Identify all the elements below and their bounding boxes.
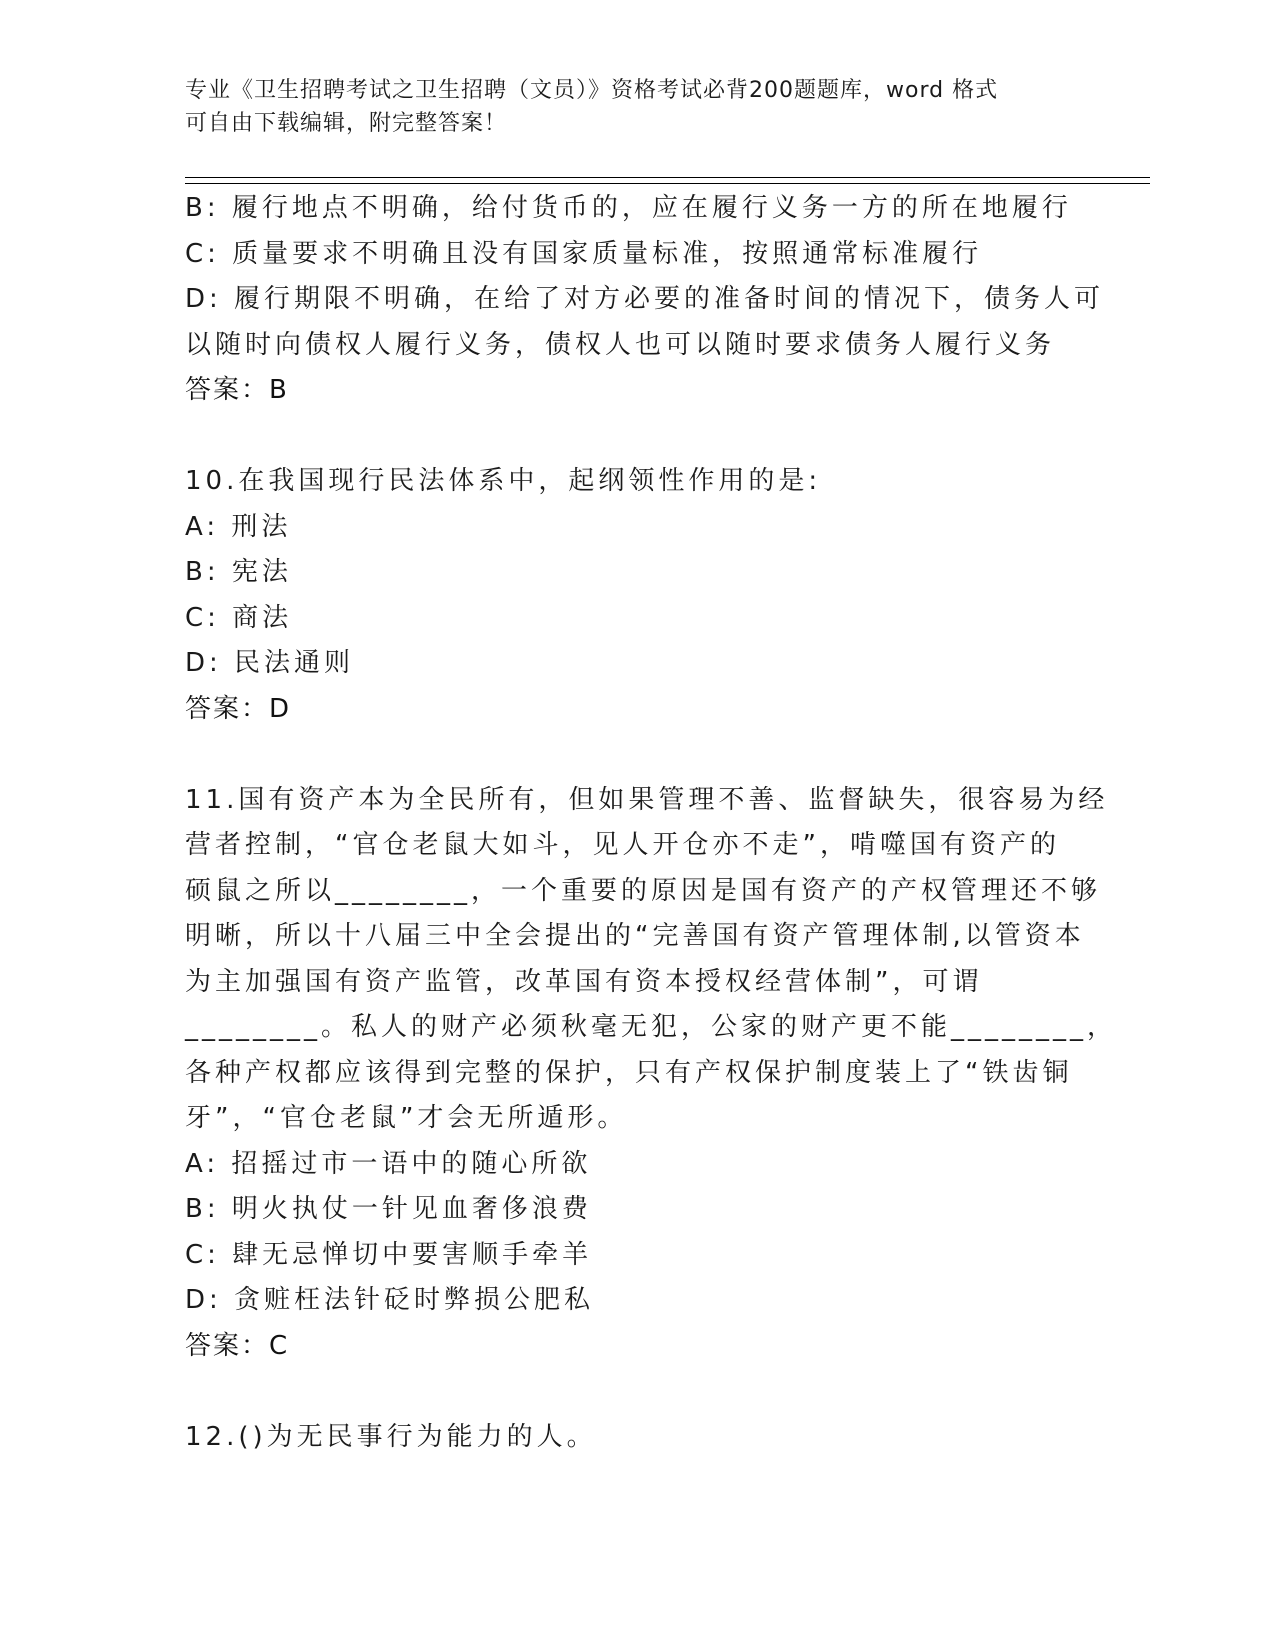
question-stem-line: 硕鼠之所以________，一个重要的原因是国有资产的产权管理还不够 xyxy=(185,875,1102,906)
question-stem-line: 明晰，所以十八届三中全会提出的“完善国有资产管理体制,以管资本 xyxy=(185,921,1085,951)
question-11 xyxy=(185,778,1118,1370)
header-divider-bottom xyxy=(185,183,1150,184)
option-d: D: 民法通则 xyxy=(185,648,355,678)
option-d-continued: 以随时向债权人履行义务，债权人也可以随时要求债务人履行义务 xyxy=(185,329,1056,360)
option-c: C: 质量要求不明确且没有国家质量标准，按照通常标准履行 xyxy=(185,238,983,269)
question-stem-line: ________。私人的财产必须秋毫无犯，公家的财产更不能________， xyxy=(185,1012,1118,1042)
option-b: B: 明火执仗一针见血奢侈浪费 xyxy=(185,1194,592,1224)
question-stem-line: 营者控制，“官仓老鼠大如斗，见人开仓亦不走”，啃噬国有资产的 xyxy=(185,830,1060,860)
option-c: C: 肆无忌惮切中要害顺手牵羊 xyxy=(185,1239,593,1270)
option-b: B: 履行地点不明确，给付货币的，应在履行义务一方的所在地履行 xyxy=(185,193,1072,223)
question-12 xyxy=(185,1415,1085,1461)
question-9-tail xyxy=(185,186,1105,414)
answer: 答案：B xyxy=(185,375,289,405)
question-stem-line: 各种产权都应该得到完整的保护，只有产权保护制度装上了“铁齿铜 xyxy=(185,1057,1073,1088)
answer: 答案：C xyxy=(185,1330,290,1361)
answer: 答案：D xyxy=(185,693,292,724)
option-d: D: 履行期限不明确，在给了对方必要的准备时间的情况下，债务人可 xyxy=(185,284,1105,314)
question-stem: 12.()为无民事行为能力的人。 xyxy=(185,1421,597,1452)
question-content xyxy=(185,186,1118,1460)
option-a: A: 招摇过市一语中的随心所欲 xyxy=(185,1148,592,1179)
option-b: B: 宪法 xyxy=(185,557,292,587)
option-d: D: 贪赃枉法针砭时弊损公肥私 xyxy=(185,1285,595,1315)
question-10 xyxy=(185,459,1085,732)
option-a: A: 刑法 xyxy=(185,511,292,542)
document-header xyxy=(185,74,1085,140)
question-stem-line: 为主加强国有资产监管，改革国有资本授权经营体制”，可谓 xyxy=(185,966,983,997)
question-stem-line: 牙”，“官仓老鼠”才会无所遁形。 xyxy=(185,1103,628,1133)
header-line-2: 可自由下载编辑，附完整答案！ xyxy=(185,111,508,136)
option-c: C: 商法 xyxy=(185,602,293,633)
question-stem: 10.在我国现行民法体系中，起纲领性作用的是: xyxy=(185,466,822,496)
header-line-1: 专业《卫生招聘考试之卫生招聘（文员）》资格考试必背200题题库，word 格式 xyxy=(185,78,999,103)
header-divider-top xyxy=(185,177,1150,178)
question-stem-line: 11.国有资产本为全民所有，但如果管理不善、监督缺失，很容易为经 xyxy=(185,784,1109,815)
